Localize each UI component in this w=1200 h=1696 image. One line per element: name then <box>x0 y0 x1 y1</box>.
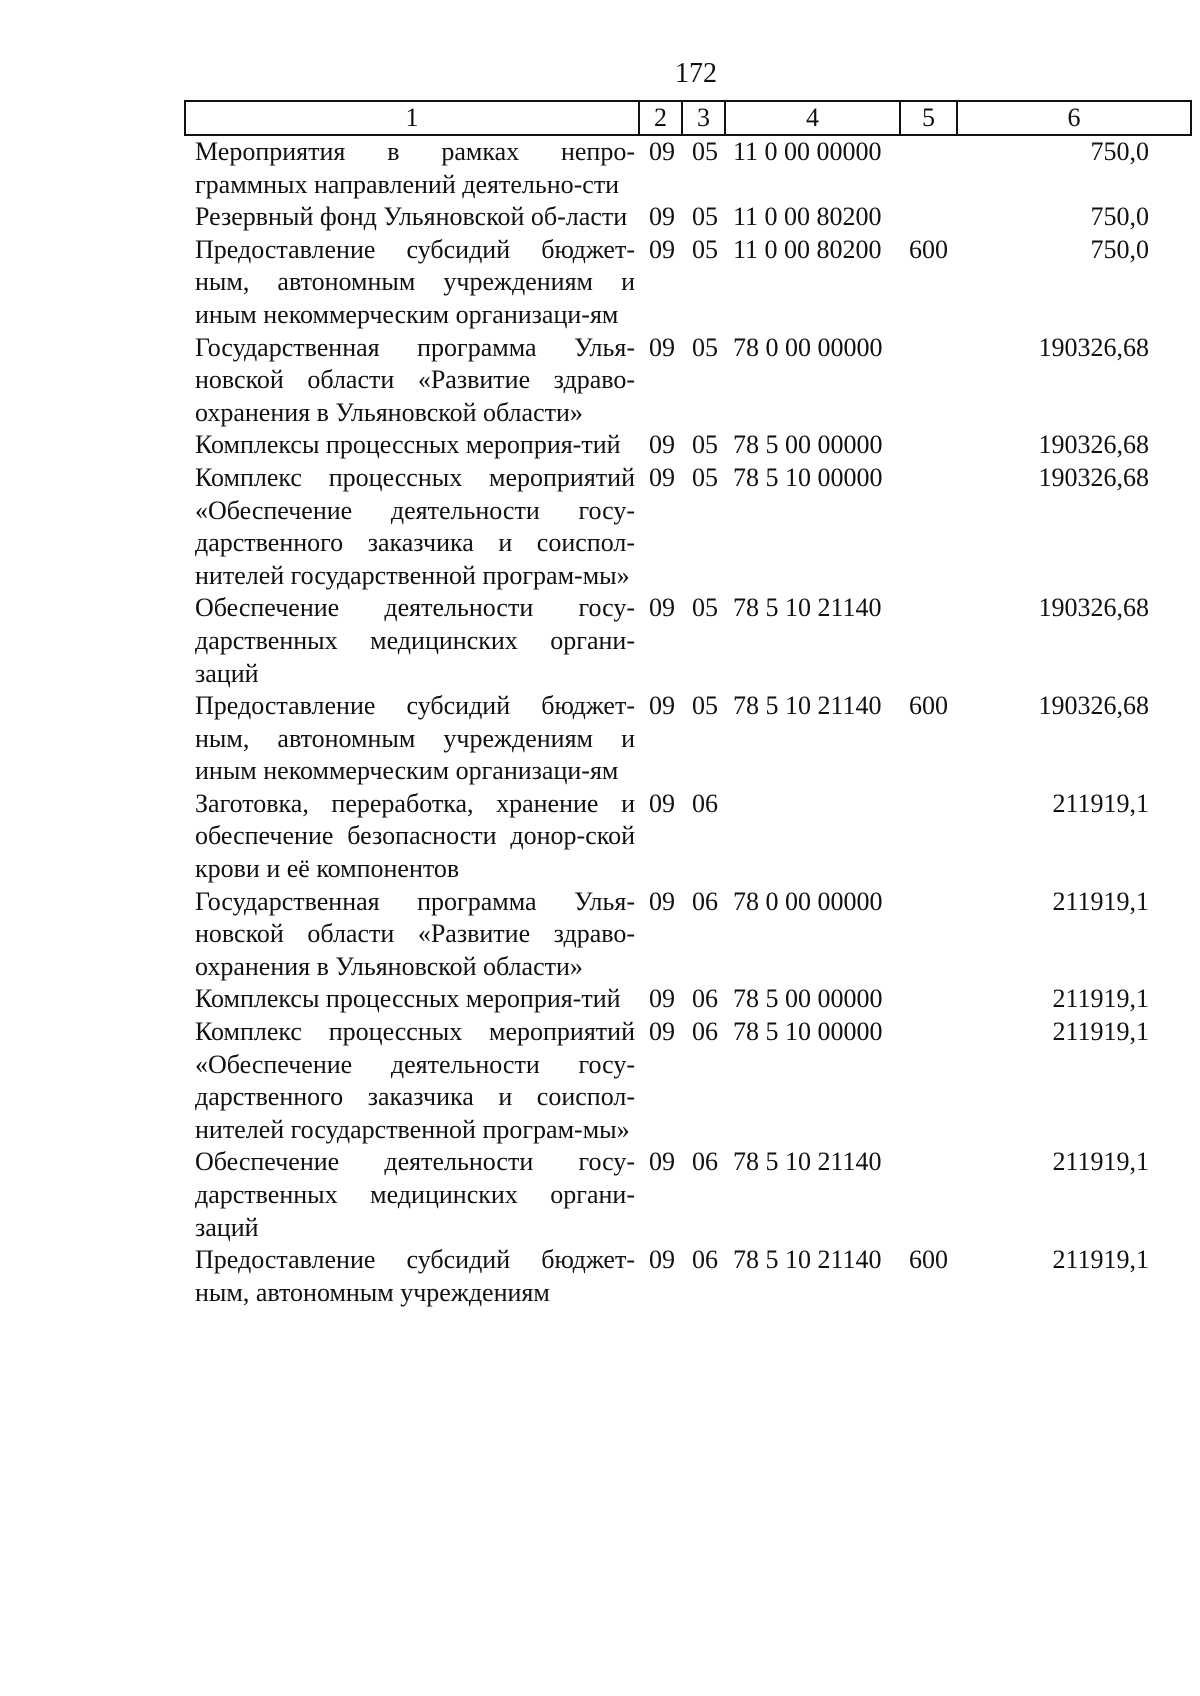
column-header: 2 <box>639 101 682 135</box>
section-code-cell: 09 <box>649 593 675 623</box>
subsection-code-cell: 06 <box>692 886 718 916</box>
table-row <box>185 462 1191 592</box>
expense-type-cell: 600 <box>909 234 948 264</box>
section-code-cell: 09 <box>649 984 675 1014</box>
target-article-cell: 78 5 10 21140 <box>733 1245 882 1275</box>
expense-type-cell <box>900 592 957 690</box>
column-header: 3 <box>682 101 725 135</box>
target-article-cell <box>725 788 900 886</box>
expense-type-cell <box>900 788 957 886</box>
amount-cell: 190326,68 <box>1038 332 1149 362</box>
subsection-code-cell: 05 <box>692 691 718 721</box>
table-row <box>185 983 1191 1016</box>
column-header: 4 <box>725 101 900 135</box>
column-header: 1 <box>185 101 639 135</box>
target-article-cell: 78 5 10 21140 <box>733 1147 882 1177</box>
target-article-cell: 78 5 10 21140 <box>733 691 882 721</box>
subsection-code-cell: 05 <box>692 462 718 492</box>
page-number: 172 <box>675 58 717 89</box>
expense-type-cell: 600 <box>909 691 948 721</box>
amount-cell: 190326,68 <box>1038 593 1149 623</box>
row-name-cell: Мероприятия в рамках непро-граммных направлений деятельно-сти <box>195 137 635 199</box>
target-article-cell: 11 0 00 80200 <box>733 202 882 232</box>
row-name-cell: Обеспечение деятельности госу-дарственных медицинских органи-заций <box>195 1147 635 1242</box>
section-code-cell: 09 <box>649 1017 675 1047</box>
row-name-cell: Предоставление субсидий бюджет-ным, автономным учреждениям <box>195 1245 635 1307</box>
table-row <box>185 332 1191 430</box>
row-name-cell: Государственная программа Улья-новской области «Развитие здраво-охранения в Ульяновской области» <box>195 332 635 427</box>
subsection-code-cell: 05 <box>692 332 718 362</box>
table-row <box>185 429 1191 462</box>
target-article-cell: 78 0 00 00000 <box>733 886 883 916</box>
expense-type-cell <box>900 1016 957 1146</box>
table-header <box>185 101 1191 135</box>
section-code-cell: 09 <box>649 788 675 818</box>
section-code-cell: 09 <box>649 137 675 166</box>
table-row <box>185 135 1191 201</box>
expense-type-cell <box>900 135 957 201</box>
section-code-cell: 09 <box>649 1245 675 1275</box>
header-row <box>185 101 1191 135</box>
expense-type-cell <box>900 429 957 462</box>
section-code-cell: 09 <box>649 1147 675 1177</box>
row-name-cell: Государственная программа Улья-новской области «Развитие здраво-охранения в Ульяновской области» <box>195 886 635 981</box>
amount-cell: 211919,1 <box>1052 1017 1149 1047</box>
target-article-cell: 78 5 10 00000 <box>733 462 883 492</box>
target-article-cell: 11 0 00 00000 <box>733 137 882 166</box>
section-code-cell: 09 <box>649 691 675 721</box>
table-row <box>185 592 1191 690</box>
amount-cell: 211919,1 <box>1052 886 1149 916</box>
subsection-code-cell: 05 <box>692 202 718 232</box>
target-article-cell: 78 5 10 00000 <box>733 1017 883 1047</box>
table-row <box>185 234 1191 332</box>
row-name-cell: Комплексы процессных мероприя-тий <box>195 984 621 1014</box>
row-name-cell: Комплекс процессных мероприятий «Обеспечение деятельности госу-дарственного заказчика и соиспол-нителей государственной програм-мы» <box>195 462 635 590</box>
amount-cell: 211919,1 <box>1052 1245 1149 1275</box>
column-header: 6 <box>957 101 1191 135</box>
row-name-cell: Комплекс процессных мероприятий «Обеспечение деятельности госу-дарственного заказчика и соиспол-нителей государственной програм-мы» <box>195 1017 635 1144</box>
section-code-cell: 09 <box>649 886 675 916</box>
subsection-code-cell: 06 <box>692 1147 718 1177</box>
row-name-cell: Комплексы процессных мероприя-тий <box>195 430 621 460</box>
amount-cell: 750,0 <box>1090 234 1149 264</box>
row-name-cell: Обеспечение деятельности госу-дарственных медицинских органи-заций <box>195 593 635 688</box>
target-article-cell: 78 5 00 00000 <box>733 430 883 460</box>
table-row <box>185 788 1191 886</box>
expense-type-cell <box>900 332 957 430</box>
target-article-cell: 11 0 00 80200 <box>733 234 882 264</box>
section-code-cell: 09 <box>649 234 675 264</box>
expense-type-cell <box>900 886 957 984</box>
table-row <box>185 690 1191 788</box>
target-article-cell: 78 0 00 00000 <box>733 332 883 362</box>
row-name-cell: Предоставление субсидий бюджет-ным, автономным учреждениям и иным некоммерческим организаци-ям <box>195 691 635 786</box>
table-row <box>185 1146 1191 1244</box>
amount-cell: 211919,1 <box>1052 1147 1149 1177</box>
section-code-cell: 09 <box>649 430 675 460</box>
amount-cell: 190326,68 <box>1038 462 1149 492</box>
expense-type-cell <box>900 983 957 1016</box>
row-name-cell: Предоставление субсидий бюджет-ным, автономным учреждениям и иным некоммерческим организаци-ям <box>195 234 635 329</box>
subsection-code-cell: 05 <box>692 430 718 460</box>
amount-cell: 750,0 <box>1090 202 1149 232</box>
subsection-code-cell: 06 <box>692 788 718 818</box>
expense-type-cell <box>900 1146 957 1244</box>
expense-type-cell <box>900 462 957 592</box>
table-row <box>185 1016 1191 1146</box>
column-header: 5 <box>900 101 957 135</box>
table-row <box>185 1244 1191 1309</box>
expense-type-cell: 600 <box>909 1245 948 1275</box>
row-name-cell: Заготовка, переработка, хранение и обеспечение безопасности донор-ской крови и её компонентов <box>195 788 635 884</box>
amount-cell: 211919,1 <box>1052 984 1149 1014</box>
table-row <box>185 886 1191 984</box>
section-code-cell: 09 <box>649 202 675 232</box>
subsection-code-cell: 06 <box>692 1017 718 1047</box>
budget-table <box>184 100 1192 1309</box>
subsection-code-cell: 06 <box>692 984 718 1014</box>
table-body <box>185 135 1191 1309</box>
subsection-code-cell: 06 <box>692 1245 718 1275</box>
amount-cell: 190326,68 <box>1038 430 1149 460</box>
subsection-code-cell: 05 <box>692 234 718 264</box>
expense-type-cell <box>900 201 957 234</box>
amount-cell: 750,0 <box>1090 137 1149 166</box>
section-code-cell: 09 <box>649 332 675 362</box>
subsection-code-cell: 05 <box>692 137 718 166</box>
amount-cell: 211919,1 <box>1052 788 1149 818</box>
table-row <box>185 201 1191 234</box>
subsection-code-cell: 05 <box>692 593 718 623</box>
target-article-cell: 78 5 10 21140 <box>733 593 882 623</box>
amount-cell: 190326,68 <box>1038 691 1149 721</box>
target-article-cell: 78 5 00 00000 <box>733 984 883 1014</box>
row-name-cell: Резервный фонд Ульяновской об-ласти <box>195 202 628 232</box>
section-code-cell: 09 <box>649 462 675 492</box>
